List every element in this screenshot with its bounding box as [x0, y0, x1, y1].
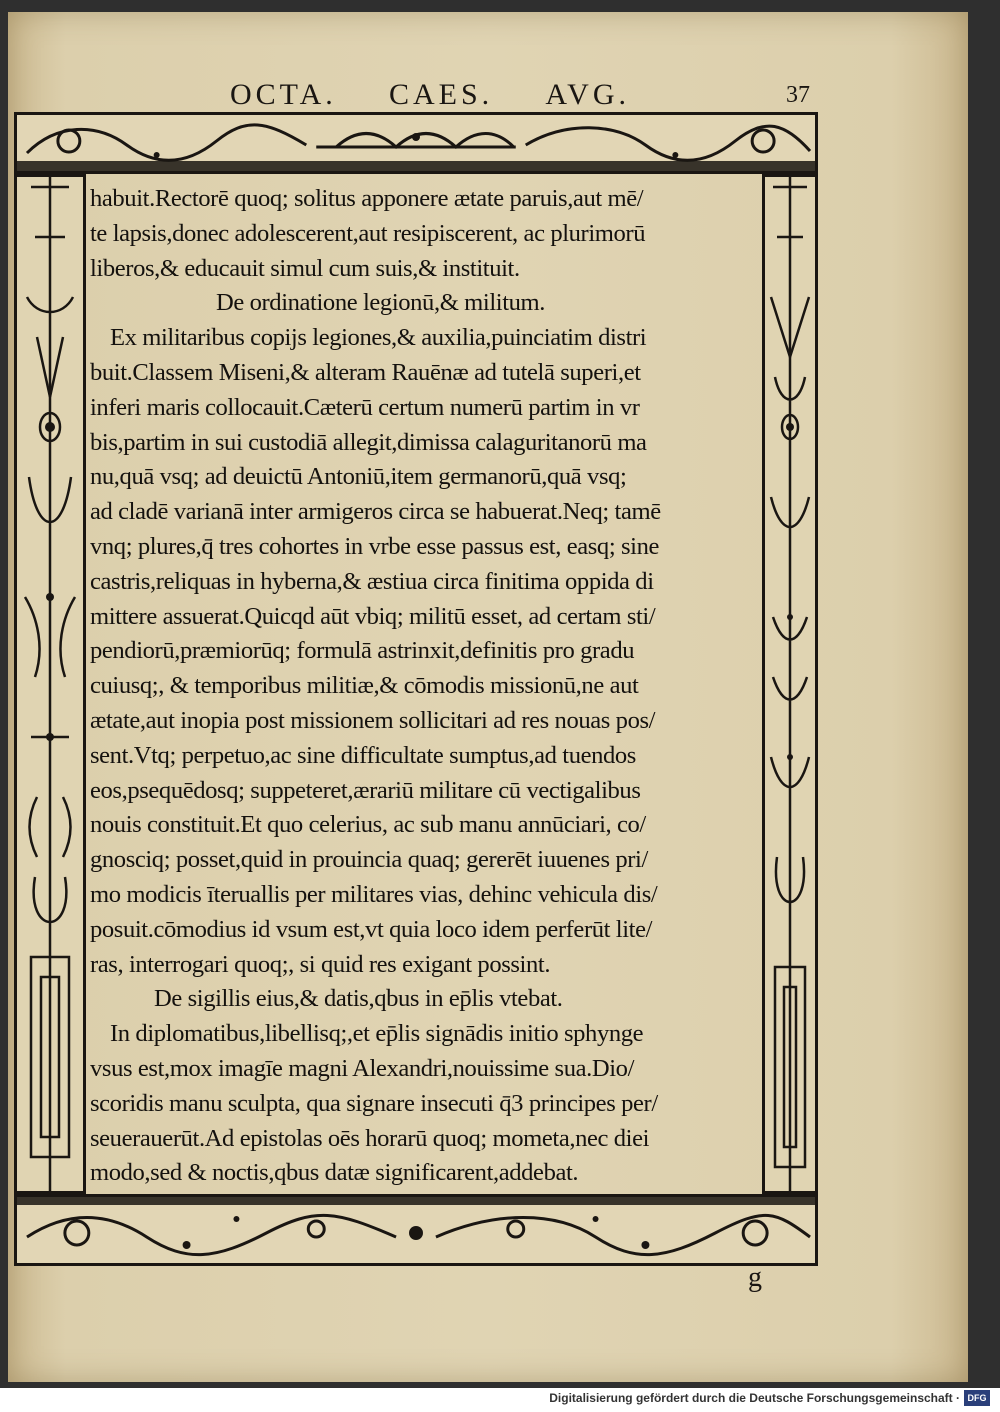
- woodcut-pillar-right: [762, 174, 818, 1194]
- text-line: vnq; plures,q̄ tres cohortes in vrbe esse passus est, easq; sine: [90, 532, 660, 560]
- text-line: mo modicis īteruallis per militares vias, dehinc vehicula dis/: [90, 880, 658, 908]
- section-heading: De sigillis eius,& datis,qbus in ep̄lis vtebat.: [154, 985, 563, 1013]
- text-line: Ex militaribus copijs legiones,& auxilia,puinciatim distri: [110, 324, 647, 352]
- dfg-logo: DFG: [964, 1390, 990, 1406]
- running-head-word: OCTA.: [230, 78, 337, 111]
- vine-ornament-top: [17, 115, 815, 171]
- text-line: vsus est,mox imagīe magni Alexandri,nouissime sua.Dio/: [90, 1054, 634, 1082]
- text-line: In diplomatibus,libellisq;,et ep̄lis signādis initio sphynge: [110, 1020, 644, 1048]
- digitization-footer: [0, 1388, 1000, 1412]
- text-line: bis,partim in sui custodiā allegit,dimissa calaguritanorū ma: [90, 428, 647, 456]
- text-line: ras, interrogari quoq;, si quid res exigant possint.: [90, 950, 551, 978]
- text-line: seuerauerūt.Ad epistolas oēs horarū quoq; mometa,nec diei: [90, 1124, 650, 1152]
- text-line: cuiusq;, & temporibus militiæ,& cōmodis missionū,ne aut: [90, 672, 639, 700]
- text-line: scoridis manu sculpta, qua signare insecuti q̄3 principes per/: [90, 1089, 658, 1117]
- running-head-word: AVG.: [545, 78, 630, 111]
- body-text: [90, 182, 762, 1191]
- running-head-word: CAES.: [388, 78, 494, 111]
- funding-note: Digitalisierung gefördert durch die Deutsche Forschungsgemeinschaft ·: [549, 1391, 960, 1405]
- text-line: te lapsis,donec adolescerent,aut resipiscerent, ac plurimorū: [90, 219, 646, 247]
- text-line: ad cladē varianā inter armigeros circa se habuerat.Neq; tamē: [90, 498, 661, 526]
- running-head: [230, 78, 630, 112]
- woodcut-pillar-left: [14, 174, 86, 1194]
- text-line: nouis constituit.Et quo celerius, ac sub manu annūciari, co/: [90, 811, 646, 839]
- signature-mark: g: [748, 1262, 762, 1293]
- text-line: nu,quā vsq; ad deuictū Antoniū,item germanorū,quā vsq;: [90, 463, 627, 491]
- text-line: buit.Classem Miseni,& alteram Rauēnæ ad tutelā superi,et: [90, 358, 641, 386]
- section-heading: De ordinatione legionū,& militum.: [216, 289, 546, 317]
- page-number: 37: [786, 82, 810, 108]
- woodcut-border-top: [14, 112, 818, 174]
- text-line: mittere assuerat.Quicqd aūt vbiq; militū esset, ad certam sti/: [90, 602, 656, 630]
- vine-ornament-bottom: [17, 1197, 815, 1263]
- text-line: ætate,aut inopia post missionem sollicitari ad res nouas pos/: [90, 706, 656, 734]
- text-line: habuit.Rectorē quoq; solitus apponere ætate paruis,aut mē/: [90, 185, 644, 212]
- text-line: posuit.cōmodius id vsum est,vt quia loco idem perferūt lite/: [90, 915, 653, 943]
- text-line: inferi maris collocauit.Cæterū certum numerū partim in vr: [90, 393, 640, 421]
- woodcut-border-bottom: [14, 1194, 818, 1266]
- candelabrum-ornament-left: [17, 177, 83, 1191]
- candelabrum-ornament-right: [765, 177, 815, 1191]
- text-line: liberos,& educauit simul cum suis,& instituit.: [90, 254, 520, 282]
- text-line: pendiorū,præmiorūq; formulā astrinxit,definitis pro gradu: [90, 637, 635, 665]
- text-line: castris,reliquas in hyberna,& æstiua circa finitima oppida di: [90, 567, 654, 595]
- text-line: eos,psequēdosq; suppeteret,ærariū militare cū vectigalibus: [90, 776, 641, 804]
- text-line: modo,sed & noctis,qbus datæ significarent,addebat.: [90, 1159, 579, 1187]
- text-line: sent.Vtq; perpetuo,ac sine difficultate sumptus,ad tuendos: [90, 741, 636, 769]
- text-line: gnosciq; posset,quid in prouincia quaq; gererēt iuuenes pri/: [90, 846, 648, 874]
